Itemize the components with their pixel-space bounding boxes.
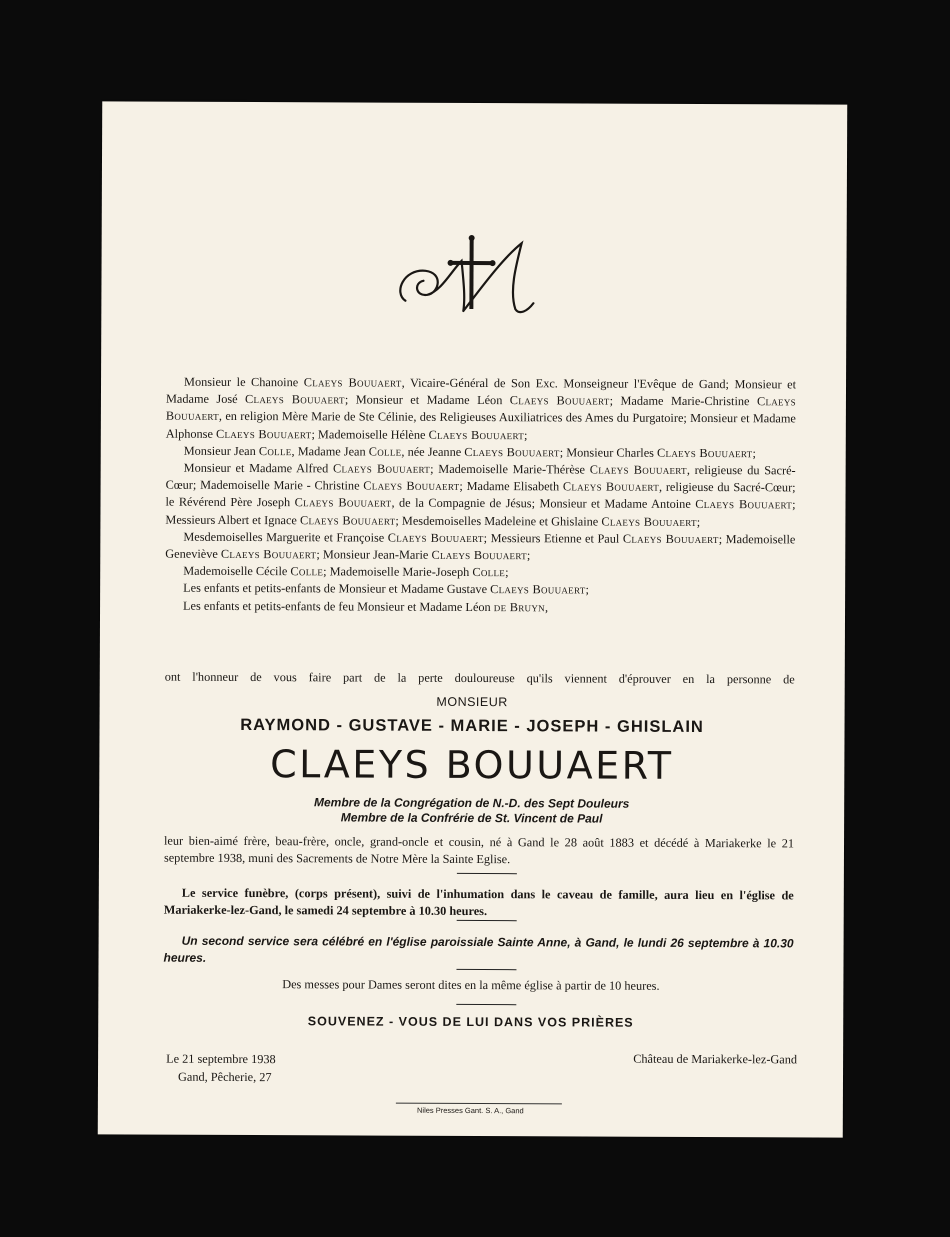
- family-name: Claeys Bouuaert: [215, 426, 312, 441]
- family-name: Claeys Bouuaert: [562, 479, 660, 495]
- text-segment: Mademoiselle Cécile: [183, 563, 291, 579]
- text-segment: ; Mademoiselle Geneviève: [165, 531, 796, 561]
- honorific: MONSIEUR: [436, 694, 508, 710]
- printer-divider: [396, 1103, 562, 1105]
- family-name: Colle: [472, 565, 506, 580]
- text-segment: Monsieur et Madame Alfred: [183, 460, 334, 476]
- divider: [457, 920, 517, 921]
- text-segment: ; Monsieur et Madame Léon: [344, 392, 510, 408]
- family-name: Colle: [258, 443, 292, 459]
- text-segment: ; Mademoiselle Marie-Joseph: [323, 564, 473, 580]
- notice-date: Le 21 septembre 1938: [166, 1051, 276, 1067]
- family-name: Colle: [290, 564, 324, 579]
- notice-place: Château de Mariakerke-lez-Gand: [633, 1051, 798, 1067]
- family-name: Claeys Bouuaert: [431, 547, 527, 563]
- family-name: Colle: [368, 444, 402, 459]
- family-name: Claeys Bouuaert: [657, 445, 753, 461]
- text-segment: Monsieur le Chanoine: [184, 374, 304, 390]
- cross-icon: [447, 235, 495, 309]
- text-segment: ;: [526, 548, 531, 563]
- divider: [456, 969, 516, 970]
- family-name: Claeys Bouuaert: [245, 392, 345, 407]
- date-address: [166, 1050, 276, 1086]
- family-name: Claeys Bouuaert: [509, 393, 610, 408]
- text-segment: , en religion Mère Marie de Ste Célinie, des Religieuses Auxiliatrices des Ames du Purgatoire; Monsieur et Madame Alphonse: [165, 409, 796, 441]
- printer-credit: Niles Presses Gant. S. A., Gand: [416, 1105, 524, 1116]
- family-list: [165, 374, 796, 618]
- family-name: Claeys Bouuaert: [220, 546, 317, 562]
- text-segment: Les enfants et petits-enfants de Monsieur et Madame Gustave: [183, 581, 491, 597]
- family-name: Claeys Bouuaert: [464, 444, 560, 460]
- text-segment: ; Madame Elisabeth: [459, 479, 563, 494]
- text-segment: , née Jeanne: [401, 444, 465, 459]
- divider: [457, 873, 517, 874]
- surname: CLAEYS BOUUAERT: [270, 742, 674, 788]
- text-segment: ;: [752, 446, 756, 461]
- text-segment: , religieuse du Sacré-Cœur; Mademoiselle Marie - Christine: [165, 462, 796, 493]
- membership-1: Membre de la Congrégation de N.-D. des Sept Douleurs: [313, 795, 630, 811]
- text-segment: , de la Compagnie de Jésus; Monsieur et Madame Antoine: [391, 496, 696, 512]
- family-name: Claeys Bouuaert: [387, 530, 484, 545]
- text-segment: , Madame Jean: [291, 444, 369, 459]
- family-name: de Bruyn: [493, 599, 546, 614]
- intro-line: ont l'honneur de vous faire part de la perte douloureuse qu'ils viennent d'éprouver en la personne de: [164, 669, 795, 687]
- text-segment: ; Mesdemoiselles Madeleine et Ghislaine: [395, 513, 602, 529]
- text-segment: ; Madame Marie-Christine: [609, 393, 757, 409]
- family-name: Claeys Bouuaert: [165, 394, 796, 424]
- text-segment: ; Mademoiselle Marie-Thérèse: [430, 461, 590, 477]
- given-names: RAYMOND - GUSTAVE - MARIE - JOSEPH - GHISLAIN: [240, 715, 704, 737]
- family-name: Claeys Bouuaert: [363, 478, 460, 494]
- text-segment: ; Monsieur Charles: [559, 445, 658, 460]
- text-segment: ;: [505, 565, 509, 580]
- family-name: Claeys Bouuaert: [294, 495, 392, 511]
- notice-address: Gand, Pêcherie, 27: [177, 1069, 272, 1085]
- masses-line: Des messes pour Dames seront dites en la même église à partir de 10 heures.: [282, 977, 660, 993]
- family-name: Claeys Bouuaert: [490, 582, 586, 597]
- text-segment: Monsieur Jean: [183, 443, 259, 458]
- birth-death-paragraph: leur bien-aimé frère, beau-frère, oncle, grand-oncle et cousin, né à Gand le 28 août 1883 et décédé à Mariakerke le 21 septembre 1938, muni des Sacrements de Notre Mère la Sainte Eglise.: [163, 833, 795, 867]
- family-paragraph: [165, 597, 795, 617]
- text-segment: Mesdemoiselles Marguerite et Françoise: [183, 529, 388, 545]
- second-service-paragraph: Un second service sera célébré en l'église paroissiale Sainte Anne, à Gand, le lundi 26 septembre à 10.30 heures.: [163, 933, 794, 966]
- text-segment: , religieuse du Sacré-Cœur; le Révérend Père Joseph: [165, 480, 796, 510]
- text-segment: ;: [523, 427, 528, 442]
- family-name: Claeys Bouuaert: [589, 462, 687, 477]
- text-segment: ; Messieurs Albert et Ignace: [165, 497, 796, 527]
- family-paragraph: [165, 460, 795, 532]
- family-name: Claeys Bouuaert: [299, 512, 396, 528]
- family-paragraph: [166, 374, 796, 446]
- remember-line: SOUVENEZ - VOUS DE LUI DANS VOS PRIÈRES: [307, 1014, 634, 1030]
- text-segment: ;: [585, 582, 590, 597]
- death-notice-card: [98, 101, 848, 1137]
- text-segment: Les enfants et petits-enfants de feu Monsieur et Madame Léon: [183, 598, 494, 614]
- divider: [456, 1004, 516, 1005]
- monogram-m-cross: [391, 231, 551, 322]
- text-segment: ,: [544, 599, 549, 614]
- text-segment: ; Mademoiselle Hélène: [311, 426, 429, 442]
- family-name: Claeys Bouuaert: [333, 461, 431, 476]
- family-name: Claeys Bouuaert: [622, 531, 719, 546]
- text-segment: , Vicaire-Général de Son Exc. Monseigneur l'Evêque de Gand; Monsieur et Madame José: [165, 375, 797, 407]
- text-segment: ; Monsieur Jean-Marie: [316, 547, 432, 562]
- family-name: Claeys Bouuaert: [428, 427, 525, 442]
- family-name: Claeys Bouuaert: [695, 497, 793, 512]
- text-segment: ; Messieurs Etienne et Paul: [483, 530, 623, 546]
- family-name: Claeys Bouuaert: [601, 514, 697, 529]
- family-paragraph: [165, 580, 795, 600]
- membership-2: Membre de la Confrérie de St. Vincent de Paul: [340, 810, 603, 826]
- family-name: Claeys Bouuaert: [303, 375, 402, 390]
- funeral-service-paragraph: Le service funèbre, (corps présent), suivi de l'inhumation dans le caveau de famille, aura lieu en l'église de Mariakerke-lez-Gand, le samedi 24 septembre à 10.30 heures.: [163, 885, 794, 919]
- text-segment: ;: [696, 514, 701, 529]
- family-paragraph: [165, 528, 795, 565]
